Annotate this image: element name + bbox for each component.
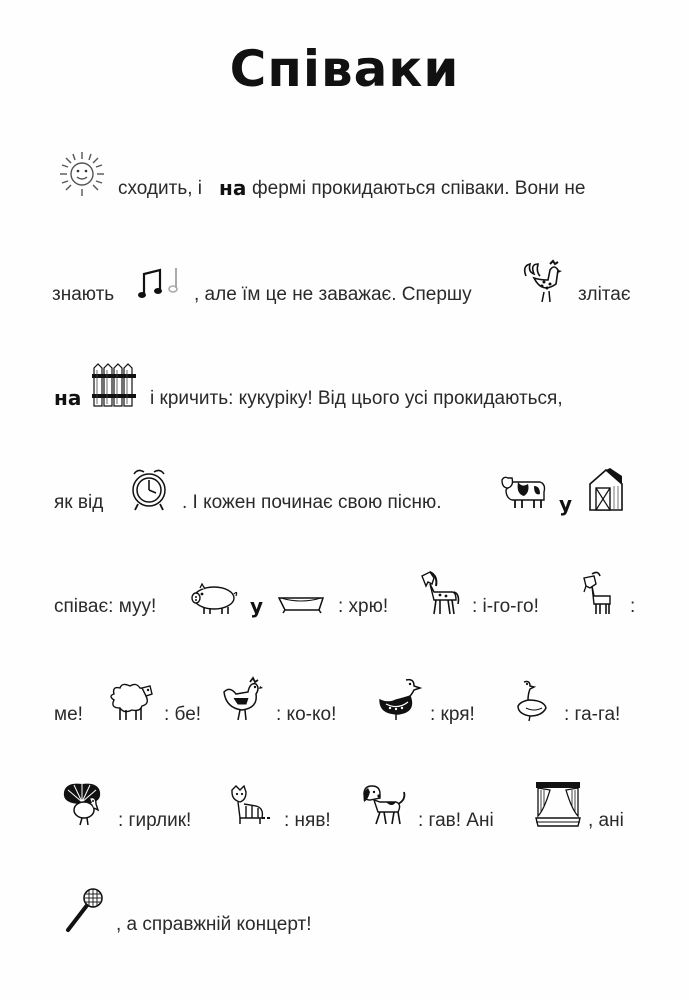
barn-icon xyxy=(586,466,626,512)
sheep-icon xyxy=(106,680,154,722)
horse-icon xyxy=(416,570,460,616)
text-line-5 xyxy=(0,570,689,640)
goat-icon xyxy=(578,570,614,616)
fence-icon xyxy=(92,360,136,408)
line-1-text-b: на xyxy=(219,176,247,200)
cat-icon xyxy=(228,784,274,826)
microphone-icon xyxy=(62,886,106,934)
line-5-text-e: : xyxy=(630,596,636,617)
line-6-text-a: ме! xyxy=(54,704,83,725)
trough-icon xyxy=(277,592,325,614)
line-7-text-b: : няв! xyxy=(284,810,331,831)
sun-icon xyxy=(58,150,106,198)
text-line-8 xyxy=(0,886,689,956)
line-5-text-a: співає: муу! xyxy=(54,596,157,617)
line-2-text-b: , але їм це не заважає. Спершу xyxy=(194,284,472,305)
text-line-6 xyxy=(0,676,689,746)
line-2-text-a: знають xyxy=(52,284,115,305)
line-1-text-a: сходить, і xyxy=(118,178,203,199)
line-4-text-a: як від xyxy=(54,492,104,513)
line-5-text-c: : хрю! xyxy=(338,596,389,617)
line-4-text-b: . І кожен починає свою пісню. xyxy=(182,492,442,513)
line-6-text-b: : бе! xyxy=(164,704,202,725)
line-7-text-c: : гав! Ані xyxy=(418,810,494,831)
cow-icon xyxy=(500,474,548,510)
line-7-text-d: , ані xyxy=(588,810,624,831)
hen-icon xyxy=(220,676,264,722)
line-2-text-c: злітає xyxy=(578,284,631,305)
line-1-text-c: фермі прокидаються співаки. Вони не xyxy=(252,178,586,199)
text-line-4 xyxy=(0,466,689,536)
music-notes-icon xyxy=(138,264,186,302)
line-7-text-a: : гирлик! xyxy=(118,810,192,831)
line-8-text-a: , а справжній концерт! xyxy=(116,914,312,935)
line-6-text-c: : ко-ко! xyxy=(276,704,337,725)
line-6-text-d: : кря! xyxy=(430,704,475,725)
alarm-clock-icon xyxy=(128,466,170,512)
goose-icon xyxy=(512,678,548,722)
line-6-text-e: : га-га! xyxy=(564,704,621,725)
dog-icon xyxy=(360,782,408,826)
line-3-text-b: і кричить: кукуріку! Від цього усі прокидаються, xyxy=(150,388,563,409)
line-3-text-a: на xyxy=(54,386,82,410)
line-4-text-c: у xyxy=(559,492,573,516)
text-line-3 xyxy=(0,360,689,430)
pig-icon xyxy=(190,582,238,616)
rooster-icon xyxy=(520,258,566,304)
line-5-text-d: : і-го-го! xyxy=(472,596,539,617)
duck-icon xyxy=(376,676,422,722)
page-title: Співаки xyxy=(229,40,460,98)
line-5-text-b: у xyxy=(250,594,264,618)
text-line-2 xyxy=(0,258,689,328)
stage-icon xyxy=(534,780,582,828)
turkey-icon xyxy=(60,780,104,826)
text-line-7 xyxy=(0,780,689,850)
text-line-1 xyxy=(0,150,689,220)
